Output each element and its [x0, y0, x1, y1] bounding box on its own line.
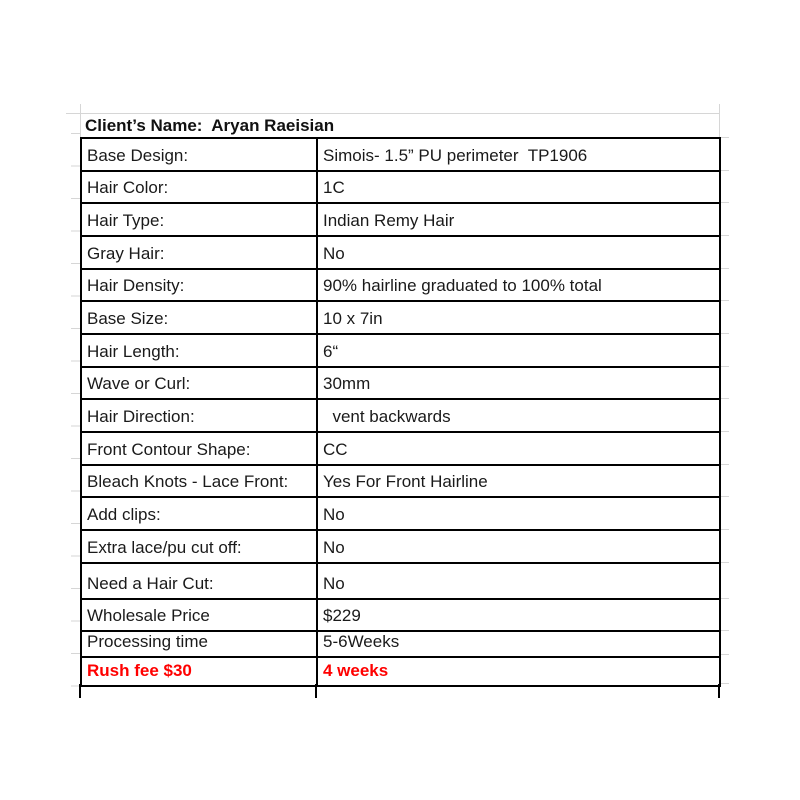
row-label: Base Size:: [81, 301, 317, 334]
table-row: [81, 497, 720, 530]
table-row: [81, 465, 720, 497]
table-row: [81, 301, 720, 334]
gridline-right-stub: [721, 235, 729, 236]
row-value: 10 x 7in: [317, 301, 720, 334]
row-label: Hair Direction:: [81, 399, 317, 432]
table-row: [81, 236, 720, 269]
order-table-body: [81, 138, 720, 686]
gridline-right-stub: [721, 202, 729, 203]
gridline-right-vertical: [719, 104, 720, 137]
partial-row-column-divider: [315, 684, 317, 698]
gridline-left-stubs: [71, 133, 80, 689]
row-label: Gray Hair:: [81, 236, 317, 269]
table-row: [81, 203, 720, 236]
gridline-right-stub: [721, 170, 729, 171]
table-row: [81, 599, 720, 631]
row-label: Rush fee $30: [81, 657, 317, 686]
gridline-right-stub: [721, 268, 729, 269]
row-label: Hair Density:: [81, 269, 317, 301]
row-value: Indian Remy Hair: [317, 203, 720, 236]
row-label: Add clips:: [81, 497, 317, 530]
partial-row-right-border: [718, 684, 720, 698]
row-label: Front Contour Shape:: [81, 432, 317, 465]
gridline-right-stub: [721, 496, 729, 497]
gridline-right-stub: [721, 598, 729, 599]
row-value: 90% hairline graduated to 100% total: [317, 269, 720, 301]
table-row: [81, 657, 720, 686]
row-value: 1C: [317, 171, 720, 203]
table-row: [81, 138, 720, 171]
table-row: [81, 171, 720, 203]
row-label: Extra lace/pu cut off:: [81, 530, 317, 563]
row-label: Wholesale Price: [81, 599, 317, 631]
table-row: [81, 432, 720, 465]
row-label: Need a Hair Cut:: [81, 563, 317, 599]
client-name-text: Client’s Name: Aryan Raeisian: [85, 116, 335, 135]
gridline-right-stub: [721, 333, 729, 334]
row-value: vent backwards: [317, 399, 720, 432]
row-label: Wave or Curl:: [81, 367, 317, 399]
row-label: Hair Type:: [81, 203, 317, 236]
order-details-table: [80, 137, 721, 687]
row-label: Processing time: [81, 631, 317, 657]
table-row: [81, 334, 720, 367]
gridline-right-stub: [721, 366, 729, 367]
row-label: Hair Length:: [81, 334, 317, 367]
row-value: CC: [317, 432, 720, 465]
row-label: Base Design:: [81, 138, 317, 171]
row-value: No: [317, 497, 720, 530]
table-row: [81, 269, 720, 301]
client-name-header: [80, 113, 719, 137]
row-value: No: [317, 563, 720, 599]
row-label: Hair Color:: [81, 171, 317, 203]
gridline-right-stub: [721, 529, 729, 530]
gridline-right-stub: [721, 630, 729, 631]
gridline-right-stub: [721, 683, 729, 684]
row-value: 4 weeks: [317, 657, 720, 686]
gridline-right-stub: [721, 300, 729, 301]
row-value: Yes For Front Hairline: [317, 465, 720, 497]
row-value: 30mm: [317, 367, 720, 399]
table-row: [81, 631, 720, 657]
gridline-right-stub: [721, 654, 729, 655]
row-value: Simois- 1.5” PU perimeter TP1906: [317, 138, 720, 171]
row-value: 6“: [317, 334, 720, 367]
row-value: No: [317, 236, 720, 269]
gridline-right-stub: [721, 431, 729, 432]
row-value: $229: [317, 599, 720, 631]
table-row: [81, 563, 720, 599]
table-row: [81, 367, 720, 399]
gridline-right-stub: [721, 464, 729, 465]
gridline-right-stub: [721, 398, 729, 399]
gridline-right-stub: [721, 137, 729, 138]
partial-row-left-border: [79, 684, 81, 698]
row-value: No: [317, 530, 720, 563]
table-row: [81, 399, 720, 432]
table-row: [81, 530, 720, 563]
row-label: Bleach Knots - Lace Front:: [81, 465, 317, 497]
row-value: 5-6Weeks: [317, 631, 720, 657]
gridline-right-stub: [721, 562, 729, 563]
